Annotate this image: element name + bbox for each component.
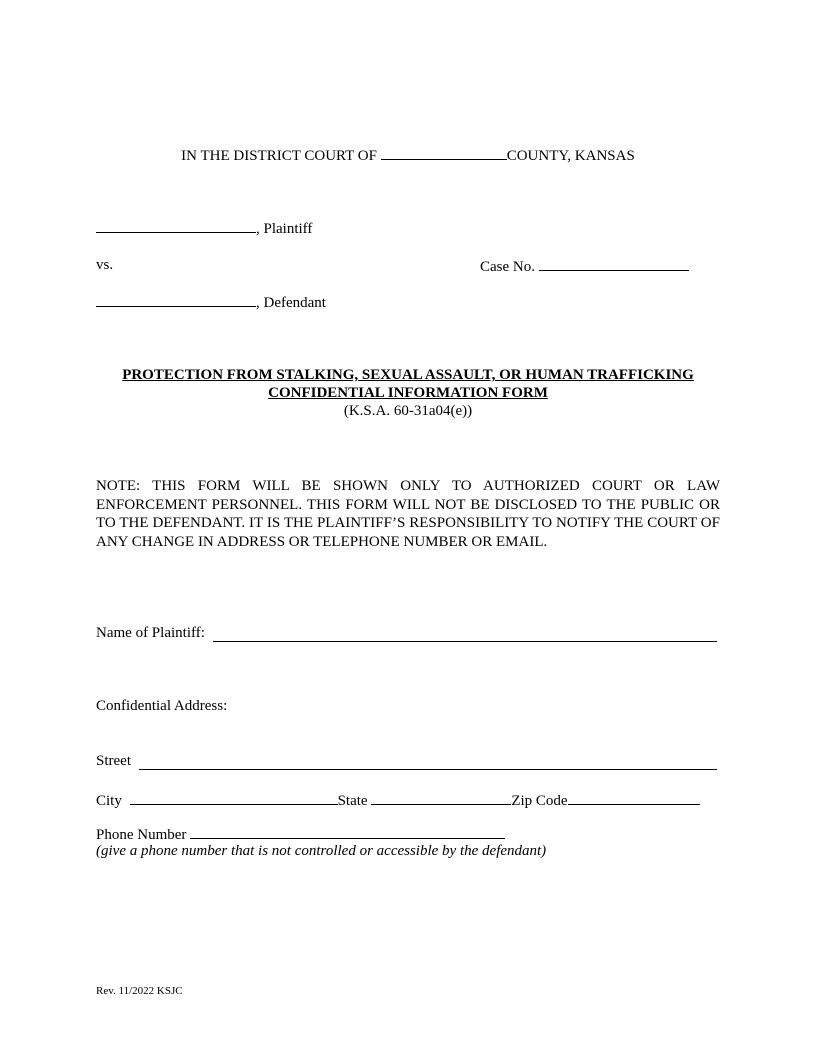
city-state-zip-row xyxy=(96,790,700,810)
court-suffix: COUNTY, KANSAS xyxy=(506,148,635,164)
defendant-label: , Defendant xyxy=(256,295,326,311)
plaintiff-name-input[interactable] xyxy=(213,627,717,642)
case-no-label: Case No. xyxy=(480,259,535,275)
address-heading: Confidential Address: xyxy=(96,698,228,714)
phone-label: Phone Number xyxy=(96,827,187,843)
plaintiff-label: , Plaintiff xyxy=(256,221,313,237)
city-input[interactable] xyxy=(130,790,338,805)
street-input[interactable] xyxy=(139,755,717,770)
state-input[interactable] xyxy=(371,790,511,805)
form-title-line1: PROTECTION FROM STALKING, SEXUAL ASSAULT, OR HUMAN TRAFFICKING xyxy=(122,367,694,383)
plaintiff-name-row xyxy=(96,624,717,642)
confidentiality-note: NOTE: THIS FORM WILL BE SHOWN ONLY TO AUTHORIZED COURT OR LAW ENFORCEMENT PERSONNEL. THIS FORM WILL NOT BE DISCLOSED TO THE PUBLIC OR TO THE DEFENDANT. IT IS THE PLAINTIFF’S RESPONSIBILITY TO NOTIFY THE COURT OF ANY CHANGE IN ADDRESS OR TELEPHONE NUMBER OR EMAIL. xyxy=(96,478,720,550)
phone-hint-text: (give a phone number that is not controlled or accessible by the defendant) xyxy=(96,843,547,859)
zip-label: Zip Code xyxy=(511,793,568,809)
name-label: Name of Plaintiff: xyxy=(96,625,205,641)
court-header xyxy=(96,145,720,165)
plaintiff-line xyxy=(96,218,312,238)
court-prefix: IN THE DISTRICT COURT OF xyxy=(181,148,377,164)
case-number-field[interactable] xyxy=(539,256,689,271)
street-label: Street xyxy=(96,753,131,769)
phone-row xyxy=(96,824,505,844)
statute-citation: (K.S.A. 60-31a04(e)) xyxy=(343,403,473,419)
state-label: State xyxy=(337,793,368,809)
county-field[interactable] xyxy=(381,145,507,160)
revision-footer: Rev. 11/2022 KSJC xyxy=(96,985,183,997)
phone-hint xyxy=(96,842,546,860)
zip-input[interactable] xyxy=(568,790,700,805)
case-number-line xyxy=(480,256,689,276)
street-row xyxy=(96,752,717,770)
vs-label: vs. xyxy=(96,257,114,273)
city-label: City xyxy=(96,793,122,809)
phone-input[interactable] xyxy=(190,824,505,839)
form-title-line2: CONFIDENTIAL INFORMATION FORM xyxy=(268,385,548,401)
plaintiff-name-field[interactable] xyxy=(96,218,256,233)
defendant-name-field[interactable] xyxy=(96,292,256,307)
defendant-line xyxy=(96,292,326,312)
